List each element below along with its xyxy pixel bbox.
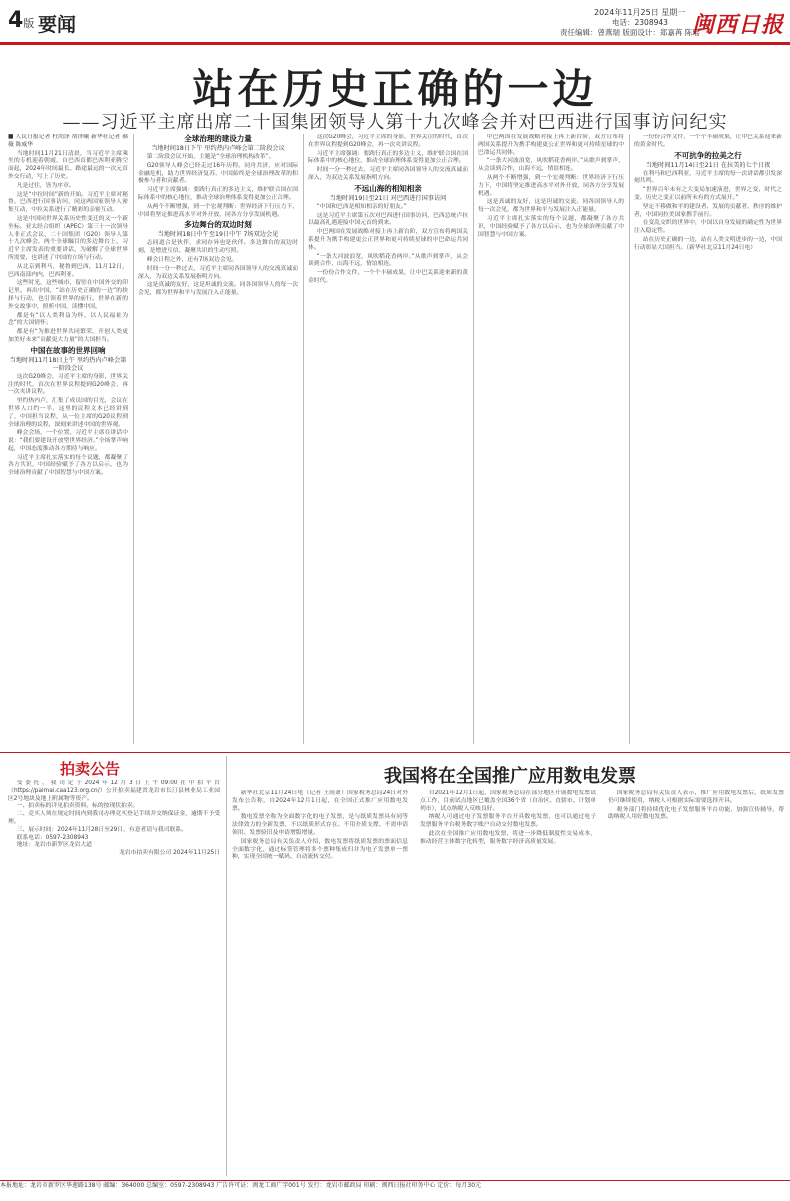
section-dateline: 当地时间11月18日上午 里约热内卢峰会第一阶段会议 — [9, 356, 127, 372]
column-divider — [473, 134, 474, 744]
article-column-1 — [8, 134, 128, 744]
auction-notice — [8, 780, 220, 976]
paragraph: 里约热内卢，汇集了成员国的目光，会议在世界人口约一半，这里的议程文本已经讲到了，中国担当议程，从一位主席的G20议程到全球治理的议程，深刻来讲述中国的世界观。 — [8, 398, 128, 428]
paragraph: 当地时间11月21日清晨，当习近平主席乘坐的专机迎着朝霞，自巴西首都巴西利亚腾空而起，2024年时间最长、路途最远的一次元首外交行动，写上了历史。 — [8, 150, 128, 180]
newspaper-logo — [692, 2, 784, 42]
svg-text:闽西日报: 闽西日报 — [692, 12, 784, 38]
masthead-rule — [0, 42, 790, 45]
paragraph: “一条大河波浪宽，风吹稻花香两岸。”从歌声到掌声，从会谈到合作，山海不远，情谊相连。 — [478, 158, 624, 173]
paragraph: 一份份合作文件，一个个丰硕成果，让中巴关系迎来新的黄金时代。 — [308, 270, 468, 284]
paragraph: 第二阶段会议开始，主题是“全球治理机构改革”。 — [146, 154, 275, 160]
paragraph: 习近平主席扎实落实的每个议题，都凝聚了各方共识，中国经验赋予了各方以启示，也为全球治理贡献了中国智慧与中国方案。 — [478, 215, 624, 238]
notice-paragraph: 一、拍卖标的详见拍卖资料，标的按现状拍卖。 — [16, 803, 139, 810]
notice-paragraph: 地址：龙岩市新罗区龙岩大道 — [16, 842, 93, 849]
section-dateline: 当地时间19日至21日 对巴西进行国事访问 — [329, 194, 447, 202]
notice-paragraph: 受委托，我司定于2024年12月3日上午09:00在中拍平台（https://paimai.caa123.org.cn/）公开拍卖福建省龙岩市长汀县林业局工业园区2号地块及地上附属物等资产。 — [8, 780, 220, 802]
paragraph: 这是中国同世界关系历史性变迁的又一个新坐标。亚太经合组织（APEC）第三十一次领导人非正式会议、二十国集团（G20）领导人第十九次峰会，两个全球瞩目的多边舞台上，习近平主席发表的重要讲话，为破解了全球世界所需要，也讲述了中国的立场与行动。 — [8, 215, 128, 261]
paragraph: 习近平主席强调：要践行真正的多边主义，维护联合国在国际体系中的核心地位，推动全球治理体系变得更加公正合理。 — [308, 150, 468, 165]
section-heading: 全球治理的建设力量 — [184, 134, 252, 143]
sub-headline: ——习近平主席出席二十国集团领导人第十九次峰会并对巴西进行国事访问纪实 — [62, 112, 728, 133]
story2-column-1 — [232, 790, 408, 1174]
paragraph: G20领导人峰会已经走过16年历程。同舟共济，应对国际金融危机，助力世界经济复苏，中国始终是全球治理改革的积极参与者和贡献者。 — [138, 162, 298, 185]
paragraph: 中巴两国在发展战略对接上再上新台阶，双方宣布将两国关系提升为携手构建更公正世界和更可持续星球的中巴命运共同体。 — [478, 134, 624, 156]
paragraph: 数电发票全称为全面数字化的电子发票，是与纸质发票具有同等法律效力的全新发票，不以纸质形式存在、不用介质支撑、不需申请领用、发票验旧及申请增版增量。 — [232, 814, 408, 836]
paragraph: 这次G20峰会，习近平主席的身影，世界关注的时代，首次在世界议程提到G20峰会，再一次夹讲议程。 — [308, 134, 468, 148]
story2-body — [232, 790, 784, 1174]
paragraph: 时间一分一秒过去，习近平主席同各国领导人的交流真诚而深入，为双边关系发展指明方向。 — [138, 265, 298, 280]
paragraph: 时间一分一秒过去，习近平主席同各国领导人的交流真诚而深入，为双边关系发展指明方向。 — [308, 167, 468, 181]
phone-line: 电话：2308943 — [612, 18, 668, 27]
section-dateline: 当地时间18日中午至19日中午 7场双边会见 — [157, 231, 279, 239]
notice-title: 拍卖公告 — [60, 760, 121, 778]
paragraph: 这是“中拉时间”新的开始。习近平主席对秘鲁、巴西进行国事访问，同这两国家领导人密集互动，中拉关系进行了精彩的亲密互动。 — [8, 191, 128, 214]
section-title: 要闻 — [38, 14, 77, 36]
article-column-4 — [478, 134, 624, 744]
paragraph: 这是真诚的友好，这是坦诚的交流。同各国领导人的每一次会见，都为世界和平与发展注入正能量。 — [138, 282, 298, 297]
paragraph: 从两个不断增强，到一个宏观判断：世界经济下行压力下，中国将坚定推进高水平对外开放，同各方分享发展机遇。 — [478, 174, 624, 197]
story2-column-2 — [420, 790, 596, 1174]
page-number: 4版 — [8, 8, 35, 33]
paragraph: 自2021年12月1日起，国家税务总局在部分地区开展数电发票试点工作，目前试点地区已覆盖全国36个省（自治区、直辖市、计划单列市），试点纳税人反映良好。 — [420, 790, 596, 812]
section-heading: 不可抗争的拉美之行 — [674, 150, 742, 160]
logo-mark — [692, 2, 784, 42]
section-dateline: 当地时间18日下午 里约热内卢峰会第二阶段会议 — [151, 145, 285, 152]
paragraph: 从两个不断增强，到一个宏观判断：世界经济下行压力下，中国将坚定推进高水平对外开放，同各方分享发展机遇。 — [138, 203, 298, 218]
notice-paragraph: 联系电话：0597-2308943 — [16, 834, 89, 841]
story2-headline: 我国将在全国推广应用数电发票 — [384, 766, 636, 787]
paragraph: 站在历史正确的一边，站在人类文明进步的一边，中国行动彰显大国担当。（新华社北京11月24日电） — [634, 236, 782, 251]
article-column-3 — [308, 134, 468, 744]
paragraph: 坚定不移做和平的建设者、发展的贡献者、秩序的维护者，中国同拉美国家携手前行。 — [634, 203, 782, 218]
story2-column-3 — [608, 790, 784, 1174]
paragraph: 中巴两国在发展战略对接上再上新台阶，双方宣布将两国关系提升为携手构建更公正世界和更可持续星球的中巴命运共同体。 — [308, 229, 468, 251]
paragraph: 这是习近平主席第五次对巴西进行国事访问，巴西总统卢拉以最高礼遇迎接中国元首的到来。 — [308, 212, 468, 227]
paragraph: 在变乱交织的世界中，中国以自身发展的确定性为世界注入稳定性。 — [634, 220, 782, 235]
column-divider — [303, 134, 304, 744]
paragraph: 一份份合作文件，一个个丰硕成果，让中巴关系迎来新的黄金时代。 — [634, 134, 782, 148]
paragraph: 此次在全国推广应用数电发票，将进一步降低制度性交易成本，推动经营主体数字化转型，服务数字经济高质量发展。 — [420, 830, 596, 845]
byline: ■ 人民日报记者 杜尚泽 胡泽曦 新华社记者 郝薇 陈威华 — [8, 134, 128, 148]
column-divider — [226, 756, 227, 1176]
paragraph: 志同道合是伙伴，求同存异也是伙伴。多边舞台的双边时刻，是增进互信、凝聚共识的生动写照。 — [138, 240, 298, 255]
paragraph: 国家税务总局有关负责人介绍，数电发票将纸质发票的票面信息全面数字化，通过标签管理将多个票种集成归并为电子发票单一票种，实现全国统一赋码、自动流转交付。 — [232, 838, 408, 861]
bottom-section-rule — [0, 752, 790, 753]
paragraph: 都是有“以人类利益为怀，以人民福祉为念”的大国情怀； — [8, 312, 128, 327]
article-column-5 — [634, 134, 782, 744]
paragraph: 国家税务总局有关负责人表示，推广应用数电发票后，纸质发票仍可继续使用，纳税人可根据实际需要选择开具。 — [608, 790, 784, 804]
main-headline: 站在历史正确的一边 — [192, 65, 598, 113]
paragraph: 新华社北京11月24日电（记者 王雨萧）国家税务总局24日对外发布公告称，自2024年12月1日起，在全国正式推广应用数电发票。 — [232, 790, 408, 812]
paragraph: 峰会日程之外，还有7场双边会见。 — [146, 256, 238, 263]
paragraph: 峰会会场，一个位置，习近平主席在讲话中说：“我们要建设开放型世界经济。”全场掌声响起，中国态度推动各方期待与响应。 — [8, 430, 128, 452]
issue-date: 2024年11月25日 星期一 — [594, 8, 686, 17]
paragraph: 从北京到利马，秘鲁到巴西，11月12日，巴西南部内内，巴西利亚。 — [8, 263, 128, 278]
paragraph: 习近平主席扎实落实的每个议题，都凝聚了各方共识，中国经验赋予了各方以启示，也为全球治理贡献了中国智慧与中国方案。 — [8, 454, 128, 477]
editor-credits: 责任编辑：曾燕瑞 版面设计：郑嘉苒 陈瑶 — [560, 28, 700, 37]
paragraph: “中国和巴西是相知相亲的好朋友。” — [316, 203, 407, 210]
section-heading: 中国在故事的世界回响 — [30, 345, 106, 355]
paragraph: “一条大河波浪宽，风吹稻花香两岸。”从歌声到掌声，从会谈到合作，山海不远，情谊相连。 — [308, 253, 468, 268]
column-divider — [629, 134, 630, 744]
page-footer: 本报地址：龙岩市新罗区华莲路138号 邮编：364000 总编室：0597-2308943 广告许可证：闽龙工商广字001号 发行：龙岩市邮政局 印刷：闽西日报社印务中心 定价：每月30元 — [0, 1180, 790, 1201]
section-heading: 不远山海的相知相亲 — [354, 183, 422, 193]
paragraph: 税务部门将持续优化电子发票服务平台功能，加强宣传辅导，帮助纳税人用好数电发票。 — [608, 806, 784, 821]
paragraph: “世界百年未有之大变局加速演进，世界之变、时代之变、历史之变正以前所未有的方式展开。” — [634, 187, 782, 201]
notice-paragraph: 二、竞买人须在规定时间内到我司办理竞买登记手续并交纳保证金，逾期不予受理。 — [8, 811, 220, 825]
section-heading: 多边舞台的双边时刻 — [184, 220, 252, 230]
column-divider — [133, 134, 134, 744]
paragraph: 这是真诚的友好，这是坦诚的交流。同各国领导人的每一次会见，都为世界和平与发展注入正能量。 — [478, 199, 624, 214]
paragraph: 在利马和巴西利亚，习近平主席的每一次讲话都引发深刻共鸣。 — [634, 170, 782, 185]
section-dateline: 当地时间11月14日至21日 在拉美的七个日夜 — [645, 161, 771, 169]
paragraph: 这次G20峰会，习近平主席的身影，世界关注的时代，首次在世界议程提到G20峰会，再一次夹讲议程。 — [8, 373, 128, 396]
paragraph: 都是有“为推进世界共同繁荣，开创人类更加美好未来”贡献更大力量”的大国担当。 — [8, 329, 128, 343]
paragraph: 凡是过往，皆为序章。 — [16, 182, 75, 189]
paragraph: 这些时光，这些城市，留驻在中国外交的印记里。再出中国，“站在历史正确的一边”的抉择与行动，也引领着世界的前行。世界在新的外交故事中，照析中国，读懂中国。 — [8, 280, 128, 310]
notice-paragraph: 三、展示时间：2024年11月28日至29日，有意者请与我司联系。 — [16, 826, 187, 833]
article-column-2 — [138, 134, 298, 744]
notice-signature: 龙岩市拍卖有限公司 2024年11月25日 — [119, 850, 220, 857]
paragraph: 习近平主席强调：要践行真正的多边主义，维护联合国在国际体系中的核心地位，推动全球治理体系变得更加公正合理。 — [138, 187, 298, 201]
paragraph: 纳税人可通过电子发票服务平台开具数电发票，也可以通过电子发票服务平台税务数字账户自动交付数电发票。 — [420, 814, 596, 829]
